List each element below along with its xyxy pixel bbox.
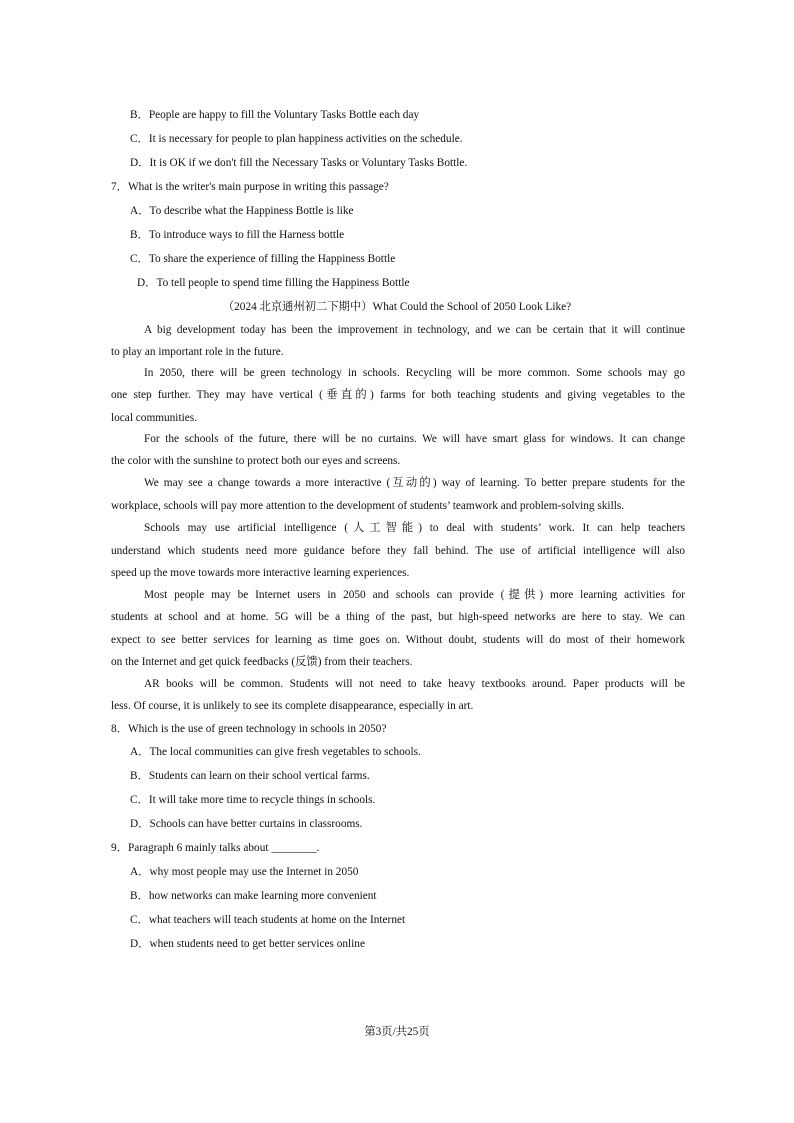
q9-option-b: B．how networks can make learning more convenient (130, 890, 377, 902)
passage-line: For the schools of the future, there will be no curtains. We will have smart glass for windows. It can change (144, 433, 685, 445)
q8-option-b: B．Students can learn on their school vertical farms. (130, 770, 370, 782)
passage-line: one step further. They may have vertical (垂直的) farms for both teaching students and giving vegetables to the (111, 389, 685, 401)
passage-line: In 2050, there will be green technology in schools. Recycling will be more common. Some schools may go (144, 367, 685, 379)
passage-line: Most people may be Internet users in 2050 and schools can provide (提供) more learning activities for (144, 589, 685, 601)
q9-option-c: C．what teachers will teach students at home on the Internet (130, 914, 406, 926)
q8-option-d: D．Schools can have better curtains in classrooms. (130, 818, 363, 830)
passage-line: Schools may use artificial intelligence (人工智能) to deal with students’ work. It can help teachers (144, 522, 685, 534)
passage-line: to play an important role in the future. (111, 346, 284, 358)
passage-line: local communities. (111, 412, 197, 424)
q7-option-b: B．To introduce ways to fill the Harness bottle (130, 229, 345, 241)
q8-option-c: C．It will take more time to recycle things in schools. (130, 794, 376, 806)
q9-stem: 9．Paragraph 6 mainly talks about ________. (111, 842, 320, 854)
passage-line: understand which students need more guidance before they fall behind. The use of artificial intelligence will also (111, 545, 685, 557)
passage-line: workplace, schools will pay more attention to the development of students’ teamwork and problem-solving skills. (111, 500, 625, 512)
q6-option-d: D．It is OK if we don't fill the Necessary Tasks or Voluntary Tasks Bottle. (130, 157, 468, 169)
passage-line: the color with the sunshine to protect both our eyes and screens. (111, 455, 401, 467)
passage-line: A big development today has been the improvement in technology, and we can be certain that it will continue (144, 324, 685, 336)
passage-line: AR books will be common. Students will not need to take heavy textbooks around. Paper products will be (144, 678, 685, 690)
q9-option-d: D．when students need to get better services online (130, 938, 365, 950)
passage-line: students at school and at home. 5G will be a thing of the past, but high-speed networks are here to stay. We can (111, 611, 685, 623)
q6-option-b: B．People are happy to fill the Voluntary Tasks Bottle each day (130, 109, 420, 121)
passage-line: on the Internet and get quick feedbacks (反馈) from their teachers. (111, 656, 413, 668)
page-number: 第3页/共25页 (364, 1026, 430, 1038)
q7-option-c: C．To share the experience of filling the Happiness Bottle (130, 253, 396, 265)
passage-title: （2024 北京通州初二下期中）What Could the School of 2050 Look Like? (222, 301, 572, 313)
passage-line: expect to see better services for learning as time goes on. Without doubt, students will do most of their homework (111, 634, 685, 646)
q8-stem: 8．Which is the use of green technology in schools in 2050? (111, 723, 387, 735)
q9-option-a: A．why most people may use the Internet in 2050 (130, 866, 359, 878)
q6-option-c: C．It is necessary for people to plan happiness activities on the schedule. (130, 133, 463, 145)
passage-line: speed up the move towards more interactive learning experiences. (111, 567, 410, 579)
q7-option-a: A．To describe what the Happiness Bottle is like (130, 205, 354, 217)
passage-line: less. Of course, it is unlikely to see its complete disappearance, especially in art. (111, 700, 474, 712)
q7-option-d: D．To tell people to spend time filling the Happiness Bottle (137, 277, 410, 289)
passage-line: We may see a change towards a more interactive (互动的) way of learning. To better prepare students for the (144, 477, 685, 489)
q7-stem: 7．What is the writer's main purpose in writing this passage? (111, 181, 389, 193)
q8-option-a: A．The local communities can give fresh vegetables to schools. (130, 746, 421, 758)
